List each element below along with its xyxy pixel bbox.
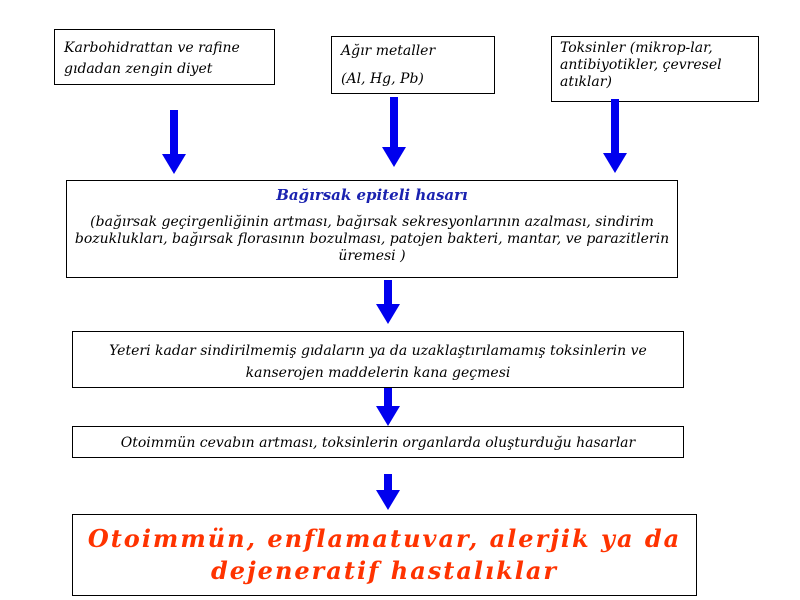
- resulting-diseases-box: [72, 514, 697, 596]
- arrow-shaft: [170, 110, 178, 156]
- autoimmune-response-box: [72, 426, 684, 458]
- arrow-shaft: [611, 99, 619, 155]
- autoimmune-response-text: Otoimmün cevabın artması, toksinlerin organlarda oluşturduğu hasarlar: [120, 435, 636, 451]
- arrow-head: [376, 490, 400, 510]
- undigested-food-toxins-box: [72, 331, 684, 388]
- intestinal-epithelium-damage-box: [66, 180, 678, 278]
- arrow-shaft: [384, 474, 392, 492]
- arrow-diet-to-epithelium: [162, 110, 186, 174]
- arrow-head: [376, 406, 400, 426]
- arrow-head: [162, 154, 186, 174]
- diet-source-label: Karbohidrattan ve rafine gıdadan zengin diyet: [64, 40, 240, 77]
- arrow-shaft: [384, 280, 392, 306]
- epithelium-damage-description: (bağırsak geçirgenliğinin artması, bağırsak sekresyonlarının azalması, sindirim bozuklukları, bağırsak florasının bozulması, patojen bakteri, mantar, ve parazitlerin üremesi ): [74, 214, 670, 264]
- arrow-autoimmune-to-diseases: [376, 474, 400, 510]
- toxins-source-box: [551, 36, 759, 102]
- heavy-metals-label: Ağır metaller: [341, 43, 436, 59]
- arrow-toxins-to-epithelium: [603, 99, 627, 173]
- arrow-head: [603, 153, 627, 173]
- epithelium-damage-title: Bağırsak epiteli hasarı: [276, 186, 468, 204]
- heavy-metals-examples: (Al, Hg, Pb): [341, 71, 424, 87]
- arrow-head: [382, 147, 406, 167]
- toxins-source-label: Toksinler (mikrop-lar, antibiyotikler, çevresel atıklar): [560, 40, 722, 90]
- arrow-epithelium-to-undigested: [376, 280, 400, 324]
- heavy-metals-source-box: [331, 36, 495, 94]
- resulting-diseases-text: Otoimmün, enflamatuvar, alerjik ya da dejeneratif hastalıklar: [87, 524, 682, 585]
- arrow-head: [376, 304, 400, 324]
- diet-source-box: [54, 29, 275, 85]
- arrow-shaft: [390, 97, 398, 149]
- arrow-undigested-to-autoimmune: [376, 388, 400, 426]
- undigested-food-toxins-text: Yeteri kadar sindirilmemiş gıdaların ya da uzaklaştırılamamış toksinlerin ve kanserojen maddelerin kana geçmesi: [109, 343, 647, 381]
- arrow-metals-to-epithelium: [382, 97, 406, 167]
- arrow-shaft: [384, 388, 392, 408]
